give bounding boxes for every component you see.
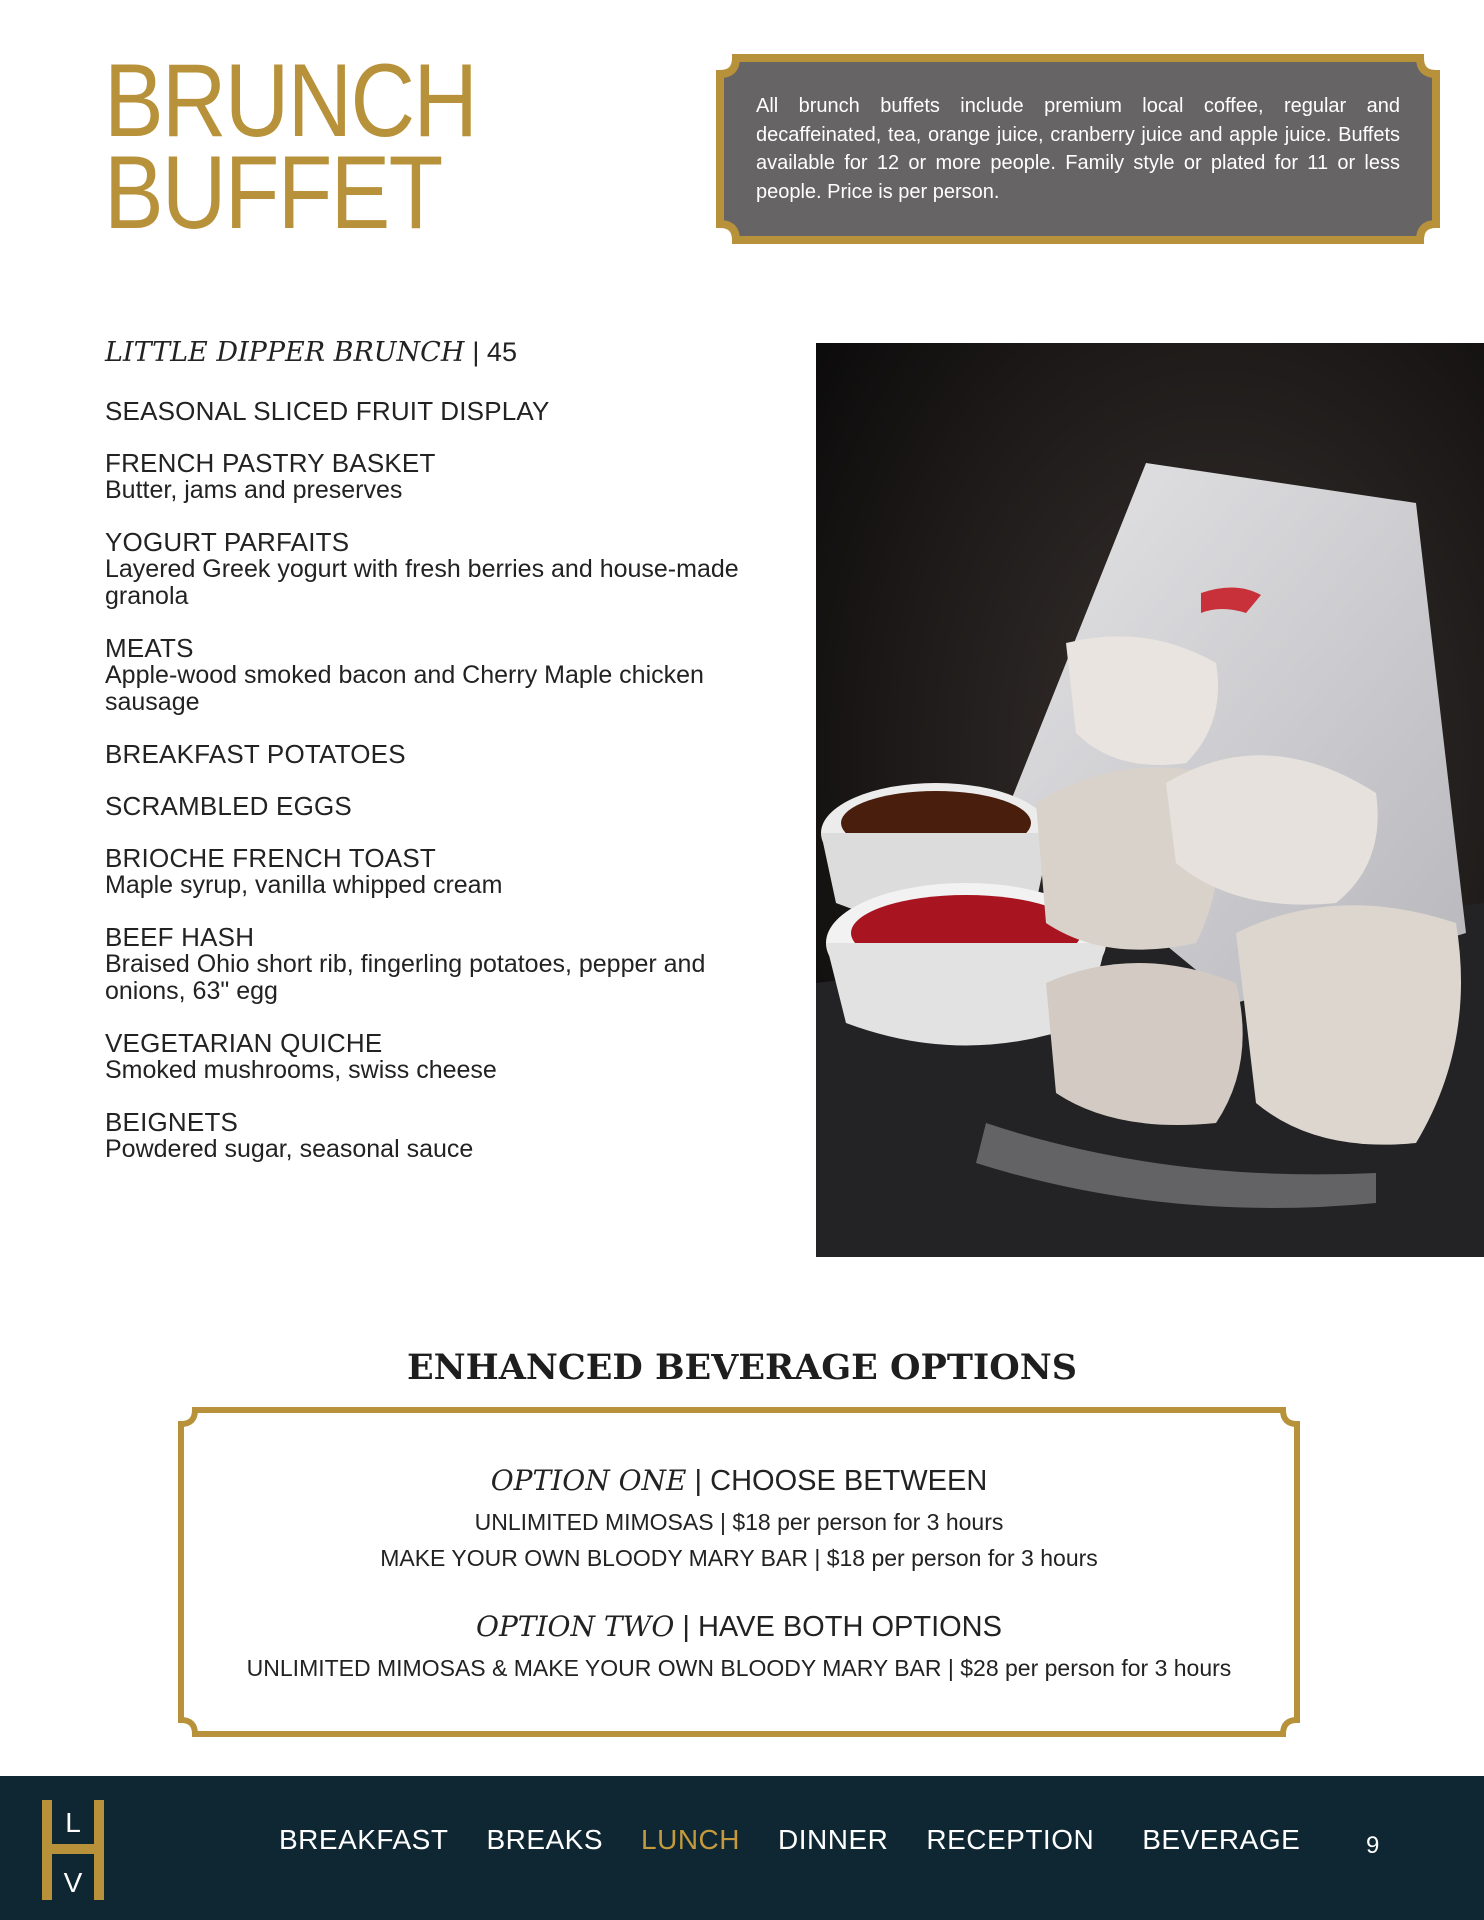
footer-nav-bar	[0, 1776, 1484, 1920]
buffet-info-box	[716, 54, 1440, 244]
menu-item	[105, 528, 745, 610]
beverage-options-box	[177, 1406, 1301, 1738]
option-one-line: UNLIMITED MIMOSAS | $18 per person for 3 hours	[474, 1509, 1004, 1535]
menu-item	[105, 740, 745, 768]
logo-letter-bottom: V	[63, 1867, 83, 1898]
nav-breaks[interactable]: BREAKS	[486, 1824, 604, 1855]
menu-item	[105, 844, 745, 899]
option-one-name: OPTION ONE	[490, 1464, 687, 1497]
page-number: 9	[1366, 1832, 1380, 1859]
menu-item-name: YOGURT PARFAITS	[105, 527, 350, 557]
title-line-2: BUFFET	[104, 135, 442, 251]
menu-item-description: Apple-wood smoked bacon and Cherry Maple chicken sausage	[105, 661, 704, 716]
menu-item-description: Powdered sugar, seasonal sauce	[105, 1135, 474, 1163]
beignets-photo	[816, 343, 1484, 1257]
nav-breakfast[interactable]: BREAKFAST	[279, 1824, 449, 1855]
menu-heading	[105, 336, 745, 369]
menu-item-name: BREAKFAST POTATOES	[105, 739, 406, 769]
buffet-info-text: All brunch buffets include premium local coffee, regular and decaffeinated, tea, orange juice, cranberry juice and apple juice. Buffets available for 12 or more people. Family style or plated for 11 or less people. Price is per person.	[756, 95, 1400, 203]
option-one-suffix: | CHOOSE BETWEEN	[694, 1465, 988, 1497]
menu-items	[105, 397, 745, 1163]
nav-lunch[interactable]: LUNCH	[641, 1824, 741, 1855]
menu-name: LITTLE DIPPER BRUNCH	[105, 337, 465, 368]
nav-beverage[interactable]: BEVERAGE	[1142, 1824, 1301, 1855]
menu-item-name: VEGETARIAN QUICHE	[105, 1028, 383, 1058]
menu-item	[105, 1108, 745, 1163]
title-line-1: BRUNCH	[104, 43, 477, 159]
menu-item-name: SCRAMBLED EGGS	[105, 791, 352, 821]
menu-item-description: Braised Ohio short rib, fingerling potatoes, pepper and onions, 63" egg	[105, 950, 706, 1005]
menu-item-name: SEASONAL SLICED FRUIT DISPLAY	[105, 396, 550, 426]
menu-price: | 45	[472, 337, 517, 367]
beverage-options	[177, 1464, 1301, 1686]
menu-item-name: MEATS	[105, 633, 194, 663]
beverage-title: ENHANCED BEVERAGE OPTIONS	[406, 1347, 1078, 1388]
option-two-suffix: | HAVE BOTH OPTIONS	[682, 1611, 1002, 1643]
hotel-logo	[40, 1800, 106, 1900]
menu-item-name: FRENCH PASTRY BASKET	[105, 448, 436, 478]
option-two-heading	[177, 1610, 1301, 1644]
option-two-line: UNLIMITED MIMOSAS & MAKE YOUR OWN BLOODY MARY BAR | $28 per person for 3 hours	[246, 1655, 1232, 1681]
brunch-menu	[105, 336, 745, 1187]
logo-letter-top: L	[65, 1807, 81, 1838]
page-title	[104, 43, 477, 251]
menu-item-name: BRIOCHE FRENCH TOAST	[105, 843, 436, 873]
menu-item-description: Maple syrup, vanilla whipped cream	[105, 871, 503, 899]
menu-item	[105, 449, 745, 504]
menu-item	[105, 634, 745, 716]
menu-item	[105, 1029, 745, 1084]
menu-item-name: BEIGNETS	[105, 1107, 239, 1137]
option-one-line: MAKE YOUR OWN BLOODY MARY BAR | $18 per person for 3 hours	[380, 1545, 1098, 1571]
option-two-name: OPTION TWO	[476, 1610, 675, 1643]
nav-dinner[interactable]: DINNER	[778, 1824, 889, 1855]
menu-item	[105, 792, 745, 820]
menu-item-name: BEEF HASH	[105, 922, 255, 952]
option-one-heading	[177, 1464, 1301, 1498]
menu-item-description: Smoked mushrooms, swiss cheese	[105, 1056, 497, 1084]
menu-item	[105, 397, 745, 425]
menu-item-description: Layered Greek yogurt with fresh berries and house-made granola	[105, 555, 739, 610]
section-nav	[279, 1824, 1300, 1856]
menu-item	[105, 923, 745, 1005]
nav-reception[interactable]: RECEPTION	[926, 1824, 1095, 1855]
menu-item-description: Butter, jams and preserves	[105, 476, 403, 504]
